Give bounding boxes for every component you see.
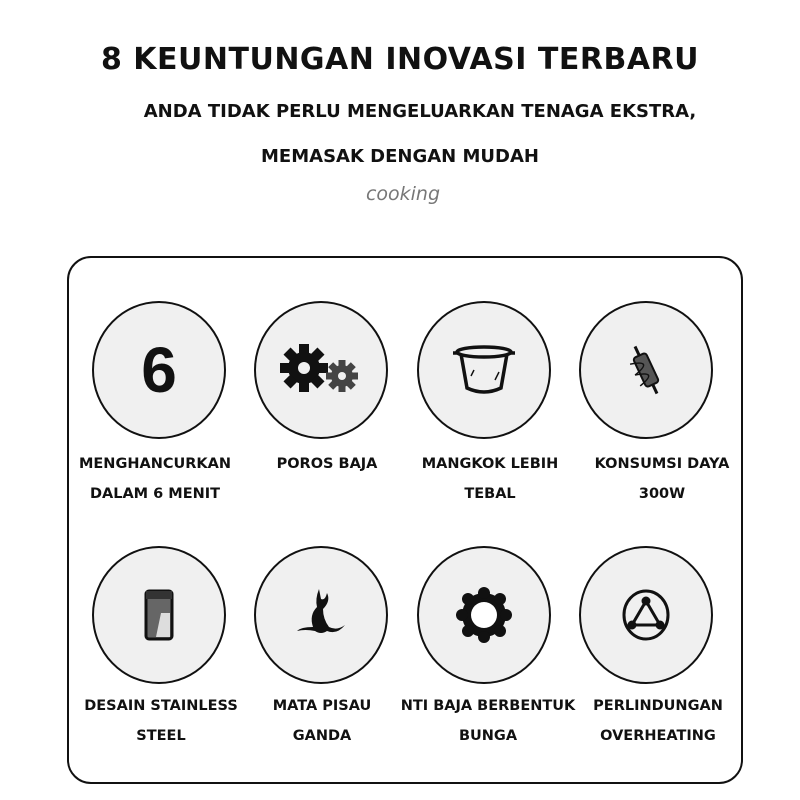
gears-icon [254,301,388,439]
blade-icon [254,546,388,684]
label-line: POROS BAJA [276,456,378,472]
label-line: GANDA [292,728,352,744]
subtitle-line-2: MEMASAK DENGAN MUDAH [261,146,539,167]
feature-label-7 [398,691,578,751]
label-line: DESAIN STAINLESS [84,698,238,714]
label-line: MATA PISAU [272,698,372,714]
page-title: 8 KEUNTUNGAN INOVASI TERBARU [100,42,700,77]
number-six-icon [92,301,226,439]
feature-label-5 [76,691,246,751]
label-line: BUNGA [458,728,518,744]
motor-icon [579,301,713,439]
tagline: cooking [365,183,441,205]
subtitle-line-1: ANDA TIDAK PERLU MENGELUARKAN TENAGA EKSTRA, [143,101,697,122]
feature-label-1 [70,449,240,509]
stainless-cup-icon [92,546,226,684]
label-line: NTI BAJA BERBENTUK [400,698,576,714]
label-line: 300W [638,486,686,502]
triangle-shield-icon [579,546,713,684]
label-line: DALAM 6 MENIT [89,486,221,502]
label-line: KONSUMSI DAYA [594,456,730,472]
feature-label-4 [577,449,747,509]
feature-label-2 [242,449,412,479]
flower-ring-icon [417,546,551,684]
feature-label-3 [405,449,575,509]
feature-label-8 [573,691,743,751]
six-glyph: 6 [141,334,177,406]
feature-label-6 [237,691,407,751]
label-line: PERLINDUNGAN [593,698,723,714]
label-line: OVERHEATING [600,728,716,744]
label-line: STEEL [136,728,186,744]
label-line: MANGKOK LEBIH [421,456,559,472]
label-line: MENGHANCURKAN [78,456,232,472]
label-line: TEBAL [464,486,516,502]
bowl-icon [417,301,551,439]
